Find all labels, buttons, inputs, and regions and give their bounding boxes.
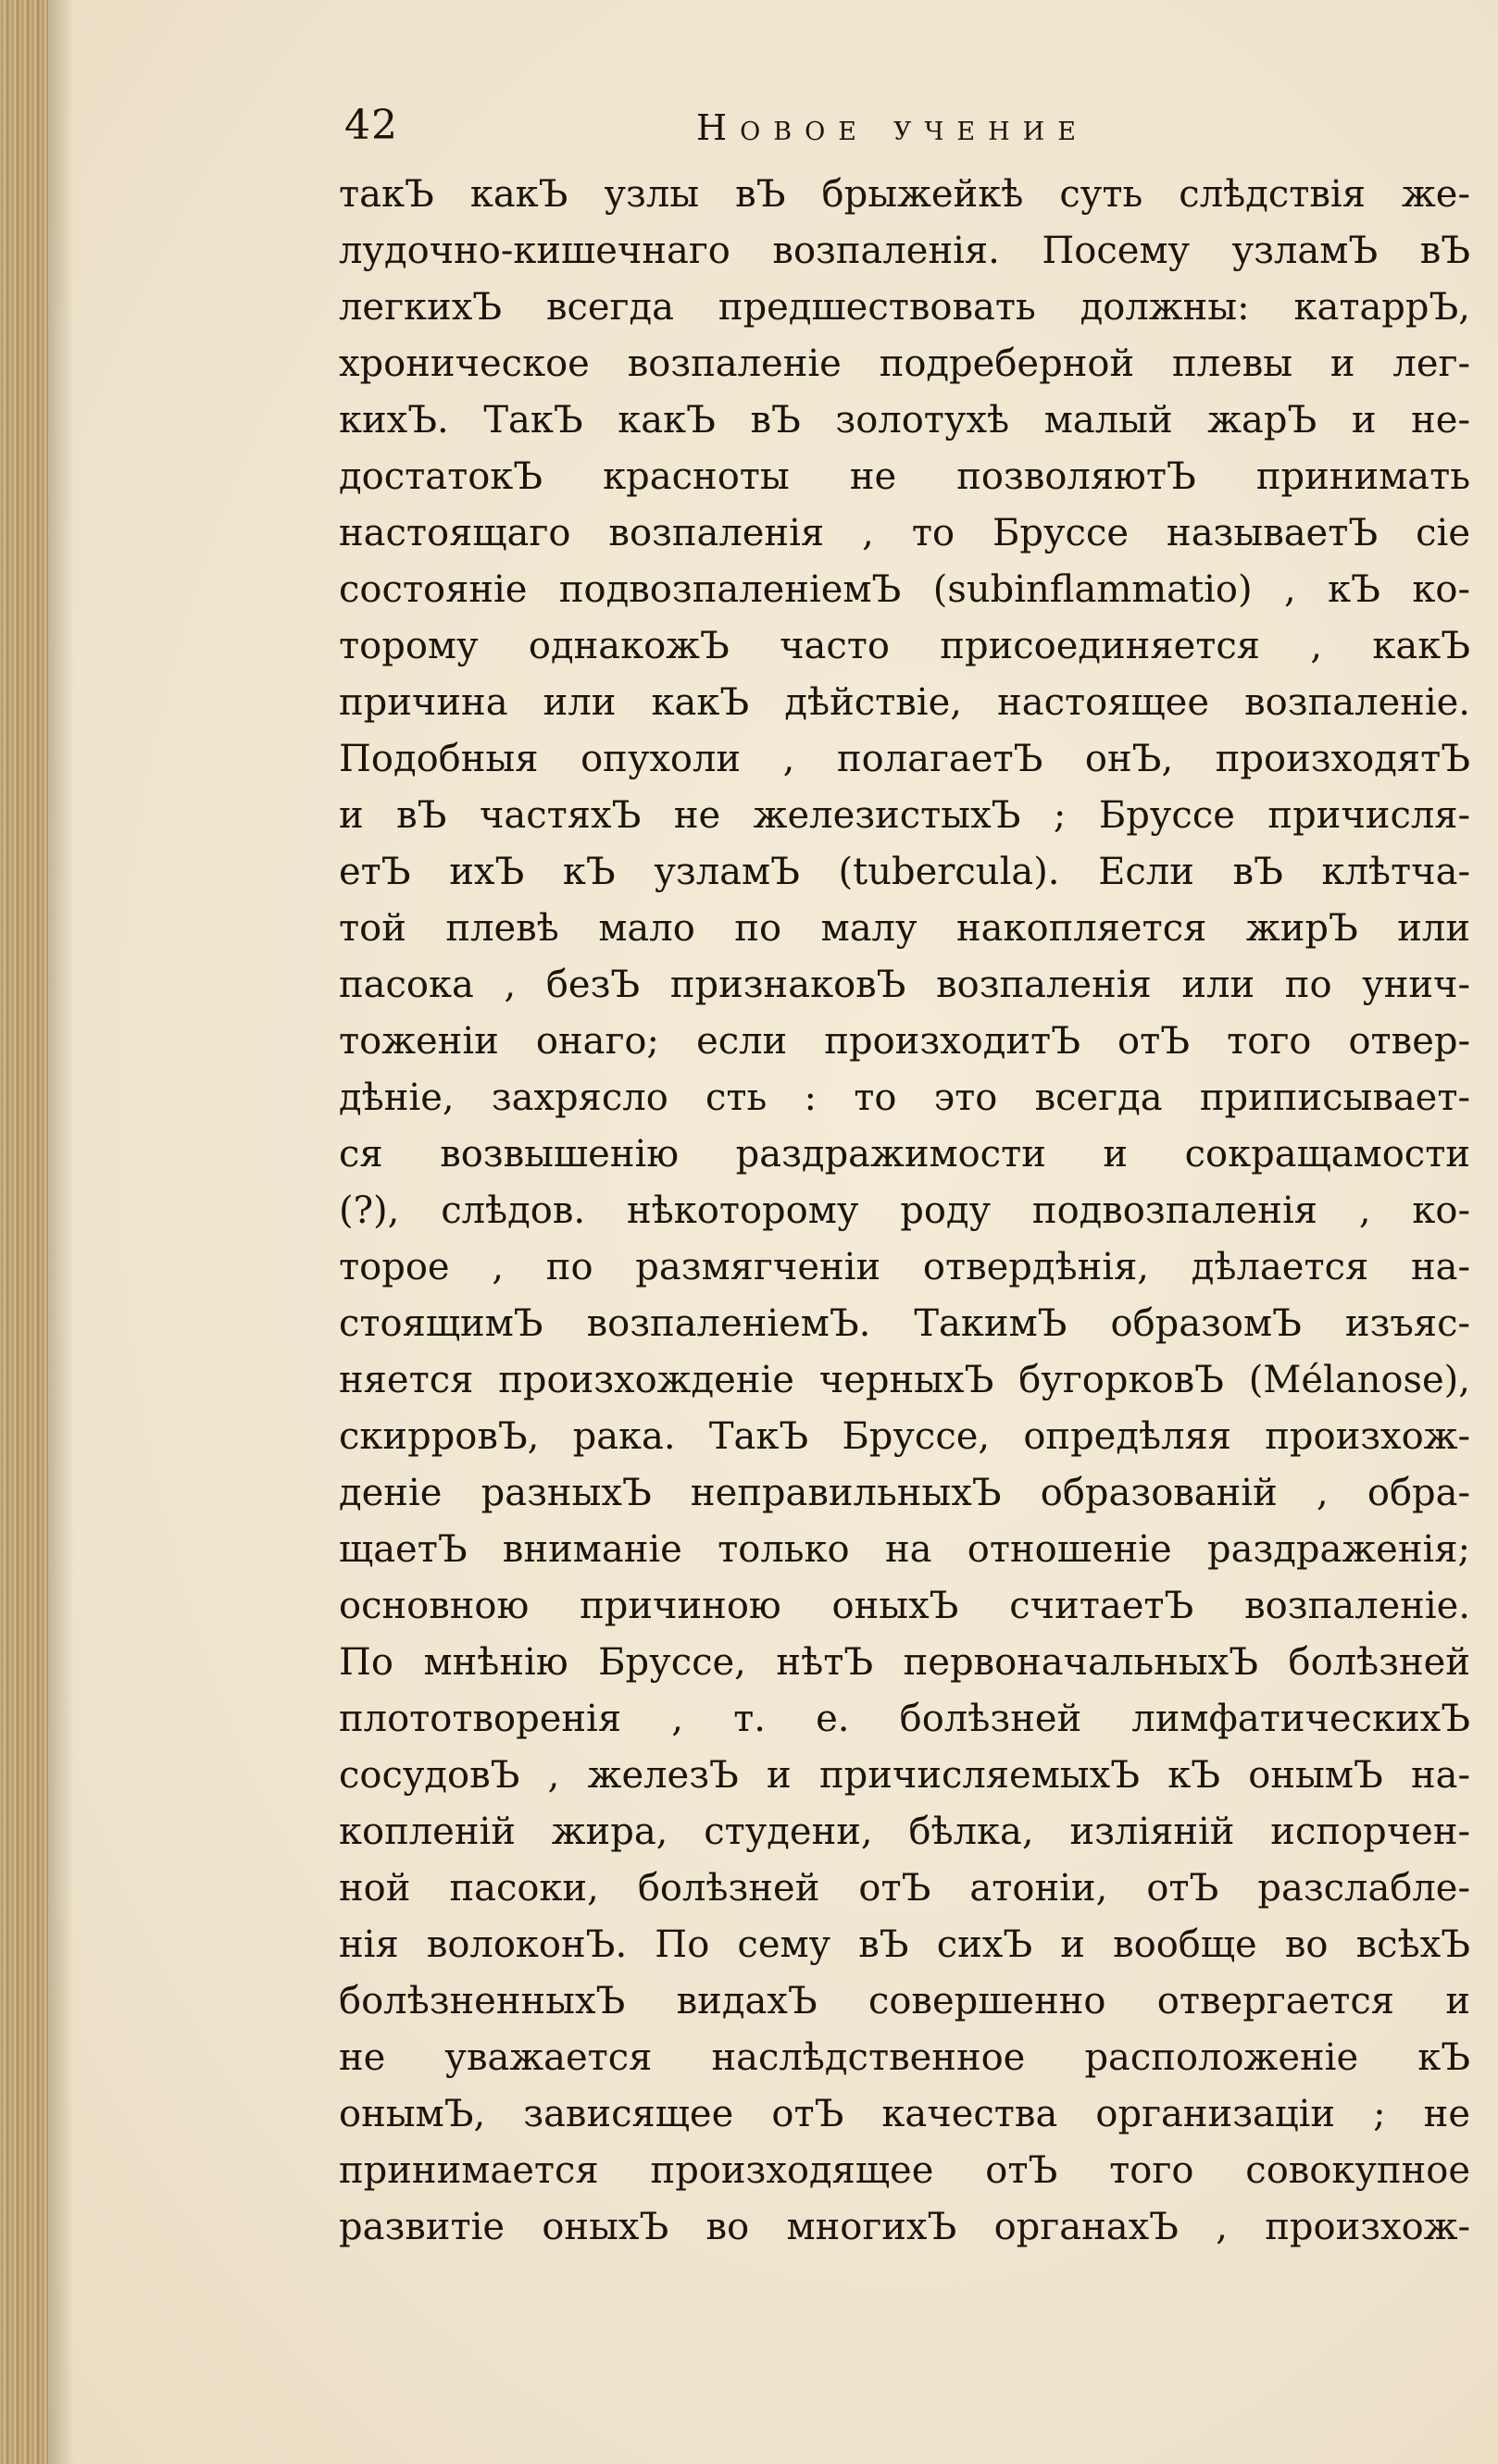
text-line: щаетЪ вниманіе только на отношеніе раздраженія; [339, 1528, 1470, 1571]
text-line: По мнѣнію Бруссе, нѣтЪ первоначальныхЪ болѣзней [339, 1641, 1470, 1684]
text-line: ся возвышенію раздражимости и сокращамости [339, 1133, 1470, 1176]
text-line: принимается произходящее отЪ того совокупное [339, 2149, 1470, 2192]
text-line: дѣніе, захрясло сть : то это всегда приписывает- [339, 1076, 1470, 1119]
running-title: Новое учение [696, 107, 1089, 148]
page-header [344, 102, 1479, 157]
text-line: легкихЪ всегда предшествовать должны: катаррЪ, [339, 286, 1470, 329]
text-line: сосудовЪ , железЪ и причисляемыхЪ кЪ онымЪ на- [339, 1754, 1470, 1797]
text-line: той плевѣ мало по малу накопляется жирЪ или [339, 907, 1470, 950]
page-number: 42 [344, 102, 398, 149]
text-line: Подобныя опухоли , полагаетЪ онЪ, произходятЪ [339, 738, 1470, 780]
text-line: основною причиною оныхЪ считаетЪ возпаленіе. [339, 1585, 1470, 1627]
text-line: стоящимЪ возпаленіемЪ. ТакимЪ образомЪ изъяс- [339, 1302, 1470, 1345]
book-spine-edge [0, 0, 48, 2464]
text-line: причина или какЪ дѣйствіе, настоящее возпаленіе. [339, 681, 1470, 724]
gutter-shadow [48, 0, 74, 2464]
text-line: настоящаго возпаленія , то Бруссе называетЪ сіе [339, 512, 1470, 554]
text-line: пасока , безЪ признаковЪ возпаленія или по унич- [339, 964, 1470, 1006]
text-line: лудочно-кишечнаго возпаленія. Посему узламЪ вЪ [339, 230, 1470, 272]
text-line: копленій жира, студени, бѣлка, изліяній испорчен- [339, 1811, 1470, 1853]
text-line: болѣзненныхЪ видахЪ совершенно отвергается и [339, 1980, 1470, 2022]
text-line: кихЪ. ТакЪ какЪ вЪ золотухѣ малый жарЪ и не- [339, 399, 1470, 442]
text-line: торое , по размягченіи отвердѣнія, дѣлается на- [339, 1246, 1470, 1288]
text-line: не уважается наслѣдственное расположеніе кЪ [339, 2036, 1470, 2079]
text-line: плототворенія , т. е. болѣзней лимфатическихЪ [339, 1698, 1470, 1740]
text-line: ной пасоки, болѣзней отЪ атоніи, отЪ разслабле- [339, 1867, 1470, 1910]
text-line: етЪ ихЪ кЪ узламЪ (tubercula). Если вЪ клѣтча- [339, 851, 1470, 893]
body-text [339, 167, 1470, 2256]
text-line: скирровЪ, рака. ТакЪ Бруссе, опредѣляя произхож- [339, 1415, 1470, 1458]
text-line: такЪ какЪ узлы вЪ брыжейкѣ суть слѣдствія же- [339, 173, 1470, 216]
text-line: тоженіи онаго; если произходитЪ отЪ того отвер- [339, 1020, 1470, 1063]
text-line: развитіе оныхЪ во многихЪ органахЪ , произхож- [339, 2206, 1470, 2248]
text-line: торому однакожЪ часто присоединяется , какЪ [339, 625, 1470, 667]
text-line: онымЪ, зависящее отЪ качества организаціи ; не [339, 2093, 1470, 2135]
text-line: состояніе подвозпаленіемЪ (subinflammatio) , кЪ ко- [339, 568, 1470, 611]
text-line: хроническое возпаленіе подреберной плевы и лег- [339, 342, 1470, 385]
text-line: достатокЪ красноты не позволяютЪ принимать [339, 455, 1470, 498]
text-line: (?), слѣдов. нѣкоторому роду подвозпаленія , ко- [339, 1189, 1470, 1232]
text-line: няется произхожденіе черныхЪ бугорковЪ (Mélanose), [339, 1359, 1470, 1401]
text-line: деніе разныхЪ неправильныхЪ образованій , обра- [339, 1472, 1470, 1514]
text-line: нія волоконЪ. По сему вЪ сихЪ и вообще во всѣхЪ [339, 1923, 1470, 1966]
text-line: и вЪ частяхЪ не железистыхЪ ; Бруссе причисля- [339, 794, 1470, 837]
